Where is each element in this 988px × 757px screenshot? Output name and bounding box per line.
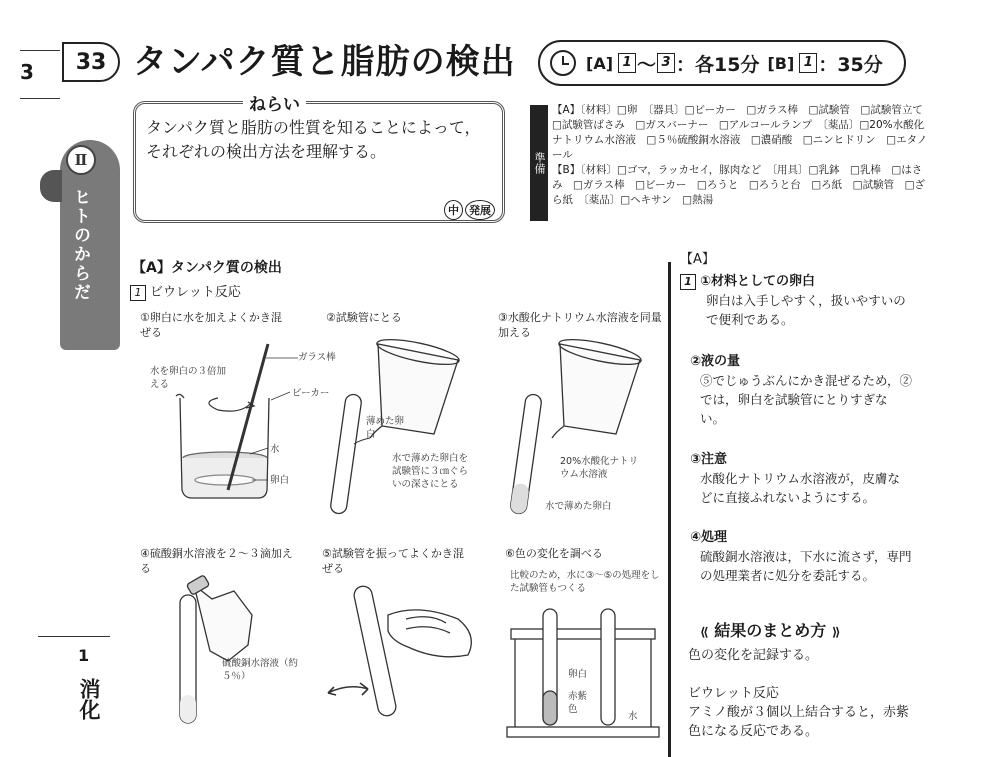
- label-beaker: ビーカー: [292, 388, 330, 399]
- label-red-purple: 赤紫色: [568, 691, 588, 715]
- page-number: 33: [62, 42, 120, 82]
- step-1: ①卵白に水を加えよくかき混ぜる: [140, 311, 282, 339]
- label-water-add: 水を卵白の３倍加える: [150, 366, 227, 390]
- summary-ornament-left: ⟪: [700, 625, 709, 639]
- note-1: [680, 272, 912, 329]
- page-title: タンパク質と脂肪の検出: [133, 42, 516, 82]
- notes-number: 1: [680, 274, 696, 290]
- note-4-head: ④処理: [690, 530, 728, 545]
- unit-badge: Ⅱ: [66, 145, 96, 175]
- note-3: [680, 450, 912, 507]
- note-4: [680, 528, 912, 585]
- biuret-subtitle: [130, 281, 241, 301]
- summary-title-text: 結果のまとめ方: [714, 621, 827, 640]
- note-3-head: ③注意: [690, 452, 728, 467]
- advanced-tag: 発展: [465, 200, 495, 220]
- clock-icon: [550, 50, 576, 76]
- unit-tab-notch: [40, 170, 62, 202]
- margin-rule: [38, 636, 110, 637]
- time-a-duration: ：各15分: [676, 53, 760, 76]
- time-b-label: [B]: [767, 53, 795, 73]
- label-water-2: 水: [628, 711, 638, 722]
- unit-name: ヒトのからだ: [70, 188, 90, 302]
- time-a-label: [A]: [586, 53, 614, 73]
- time-a-tilde: 〜: [637, 53, 657, 76]
- summary-ornament-right: ⟫: [831, 625, 841, 639]
- prep-label: 準備: [530, 105, 548, 221]
- label-diluted: 薄めた卵白: [366, 416, 405, 440]
- summary-title: [700, 618, 840, 641]
- aim-tags: [442, 200, 495, 220]
- aim-text: タンパク質と脂肪の性質を知ることによって，それぞれの検出方法を理解する。: [146, 118, 481, 161]
- label-egg-white: 卵白: [270, 475, 290, 486]
- note-2-body: ⑤でじゅうぶんにかき混ぜるため，②では，卵白を試験管にとりすぎない。: [700, 373, 913, 426]
- margin-rule: [20, 50, 60, 51]
- label-compare-note: 比較のため，水に③〜⑤の処理をした試験管もつくる: [510, 570, 660, 594]
- shaking-illustration: [318, 575, 488, 740]
- sub-title-text: ビウレット反応: [150, 285, 241, 300]
- note-4-body: 硫酸銅水溶液は，下水に流さず，専門の処理業者に処分を委託する。: [700, 549, 912, 583]
- label-naoh: 20%水酸化ナトリウム水溶液: [560, 456, 639, 480]
- note-1-body: 卵白は入手しやすく，扱いやすいので便利である。: [706, 293, 906, 327]
- label-diluted-2: 水で薄めた卵白: [545, 501, 612, 512]
- time-a-from: 1: [618, 53, 636, 73]
- chapter-name: 消化: [77, 678, 101, 720]
- step-5: ⑤試験管を振ってよくかき混ぜる: [322, 547, 464, 575]
- section-a-title: 【A】タンパク質の検出: [132, 260, 282, 276]
- time-a-to: 3: [657, 53, 675, 73]
- label-cuso4: 硫酸銅水溶液（約５％）: [222, 658, 299, 682]
- column-divider: [668, 262, 671, 757]
- note-2: [680, 352, 912, 428]
- aim-title: ねらい: [243, 90, 306, 115]
- prep-a: 【A】〔材料〕□卵 〔器具〕□ビーカー □ガラス棒 □試験管 □試験管立て □試験管ばさみ □ガスバーナー □アルコールランプ 〔薬品〕□20%水酸化ナトリウム水溶液 □５％硫酸銅水溶液 □濃硝酸 □ニンヒドリン □エタノール: [552, 104, 934, 161]
- step-6: ⑥色の変化を調べる: [505, 547, 603, 560]
- time-indicator: [538, 40, 906, 86]
- sub-number: 1: [130, 285, 146, 301]
- unit-number: 3: [20, 60, 34, 84]
- step-2: ②試験管にとる: [326, 311, 402, 324]
- summary-text: 色の変化を記録する。: [688, 648, 819, 663]
- note-1-head: ①材料としての卵白: [700, 274, 816, 289]
- prep-list: [552, 103, 934, 208]
- label-water: 水: [270, 444, 280, 455]
- time-b-duration: ：35分: [818, 53, 883, 76]
- chapter-number: 1: [78, 646, 90, 665]
- notes-header: 【A】: [680, 252, 715, 267]
- time-b-num: 1: [799, 53, 817, 73]
- biuret-title: ビウレット反応: [688, 686, 779, 701]
- label-diluted-note: 水で薄めた卵白を試験管に３㎝ぐらいの深さにとる: [392, 453, 469, 490]
- step-4: ④硫酸銅水溶液を２〜３滴加える: [140, 547, 293, 575]
- prep-b: 【B】〔材料〕□ゴマ，ラッカセイ，豚肉など 〔用具〕□乳鉢 □乳棒 □はさみ □ガラス棒 □ビーカー □ろうと □ろうと台 □ろ紙 □試験管 □ざら紙 〔薬品〕□ヘキサン □熱湯: [552, 164, 925, 206]
- naoh-illustration: [500, 334, 670, 524]
- note-2-head: ②液の量: [690, 354, 741, 369]
- level-tag: 中: [444, 200, 463, 220]
- margin-rule: [20, 98, 60, 99]
- biuret-text: アミノ酸が３個以上結合すると，赤紫色になる反応である。: [688, 705, 910, 739]
- label-glass-rod: ガラス棒: [298, 352, 336, 363]
- cuso4-illustration: [170, 575, 290, 735]
- note-3-body: 水酸化ナトリウム水溶液が，皮膚などに直接ふれないようにする。: [700, 471, 900, 505]
- label-egg-white-2: 卵白: [568, 669, 588, 680]
- step-3: ③水酸化ナトリウム水溶液を同量加える: [498, 311, 662, 339]
